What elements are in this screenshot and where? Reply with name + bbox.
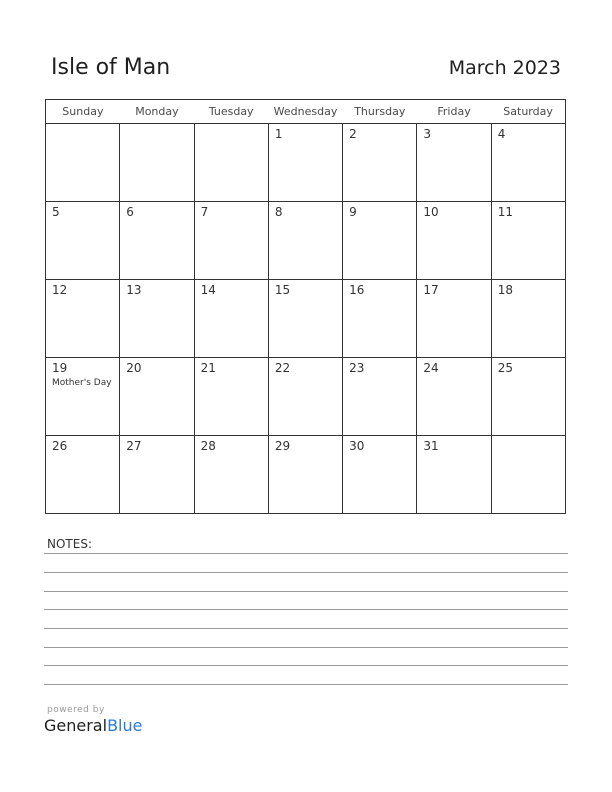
day-cell	[46, 358, 120, 436]
day-cell	[268, 280, 342, 358]
holiday-label: Mother's Day	[52, 378, 112, 388]
notes-line	[44, 647, 568, 648]
day-number: 31	[423, 439, 439, 453]
notes-line	[44, 553, 568, 554]
day-number: 5	[52, 205, 60, 219]
day-number: 29	[274, 439, 291, 453]
weekday-header: Thursday	[343, 100, 417, 124]
day-cell	[194, 202, 268, 280]
day-number: 12	[52, 283, 68, 297]
powered-by-text: powered by	[47, 705, 105, 715]
day-cell	[120, 202, 194, 280]
day-number: 19	[52, 361, 68, 375]
calendar-week-row	[46, 280, 566, 358]
day-cell	[46, 202, 120, 280]
day-cell	[194, 358, 268, 436]
generalblue-logo	[44, 716, 142, 735]
day-cell	[491, 358, 565, 436]
day-cell	[491, 280, 565, 358]
day-cell	[120, 124, 194, 202]
day-cell	[491, 124, 565, 202]
day-cell	[268, 436, 342, 514]
day-cell	[417, 124, 491, 202]
day-number: 16	[349, 283, 365, 297]
day-number: 6	[126, 205, 134, 219]
day-cell	[417, 358, 491, 436]
day-cell	[46, 436, 120, 514]
day-number: 2	[349, 127, 357, 141]
day-cell	[343, 358, 417, 436]
day-number: 7	[200, 205, 209, 219]
calendar-title: Isle of Man	[51, 55, 171, 80]
day-cell	[46, 280, 120, 358]
notes-line	[44, 665, 568, 666]
calendar-week-row	[46, 202, 566, 280]
weekday-header: Monday	[120, 100, 194, 124]
weekday-header: Friday	[417, 100, 491, 124]
day-cell	[417, 436, 491, 514]
day-cell	[268, 358, 342, 436]
day-number: 28	[200, 439, 216, 453]
logo-blue-text: Blue	[107, 716, 143, 735]
day-cell	[268, 202, 342, 280]
day-number: 18	[497, 283, 513, 297]
day-number: 4	[497, 127, 506, 141]
day-number: 25	[497, 361, 513, 375]
weekday-header: Saturday	[491, 100, 565, 124]
day-number: 20	[126, 361, 142, 375]
day-number: 17	[423, 283, 439, 297]
day-number: 11	[497, 205, 513, 219]
calendar-grid	[45, 99, 566, 514]
day-number: 13	[126, 283, 142, 297]
day-number: 21	[200, 361, 216, 375]
day-cell	[120, 280, 194, 358]
day-cell	[343, 124, 417, 202]
day-cell	[417, 202, 491, 280]
weekday-header: Sunday	[46, 100, 120, 124]
day-cell	[417, 280, 491, 358]
day-cell	[46, 124, 120, 202]
calendar-week-row	[46, 436, 566, 514]
day-cell	[343, 202, 417, 280]
day-number: 10	[423, 205, 439, 219]
day-cell	[491, 436, 565, 514]
day-cell	[343, 436, 417, 514]
calendar-month: March 2023	[448, 57, 561, 79]
day-cell	[194, 280, 268, 358]
day-number: 14	[200, 283, 216, 297]
day-cell	[120, 358, 194, 436]
day-number: 30	[349, 439, 365, 453]
notes-line	[44, 684, 568, 685]
day-number: 26	[52, 439, 68, 453]
calendar-week-row	[46, 124, 566, 202]
day-number: 15	[274, 283, 291, 297]
notes-line	[44, 609, 568, 610]
day-number: 22	[274, 361, 291, 375]
notes-line	[44, 628, 568, 629]
day-cell	[194, 124, 268, 202]
day-number: 27	[126, 439, 142, 453]
day-number: 24	[423, 361, 439, 375]
calendar-week-row	[46, 358, 566, 436]
day-cell	[120, 436, 194, 514]
day-number: 8	[274, 205, 283, 219]
day-number: 9	[349, 205, 357, 219]
day-number: 23	[349, 361, 365, 375]
day-number: 3	[423, 127, 432, 141]
day-number: 1	[274, 127, 283, 141]
weekday-header-row	[46, 100, 566, 124]
day-cell	[268, 124, 342, 202]
notes-line	[44, 572, 568, 573]
weekday-header: Tuesday	[194, 100, 268, 124]
day-cell	[343, 280, 417, 358]
notes-line	[44, 591, 568, 592]
notes-label: NOTES:	[47, 537, 92, 551]
day-cell	[491, 202, 565, 280]
logo-general-text: General	[44, 716, 108, 735]
day-cell	[194, 436, 268, 514]
weekday-header: Wednesday	[268, 100, 342, 124]
